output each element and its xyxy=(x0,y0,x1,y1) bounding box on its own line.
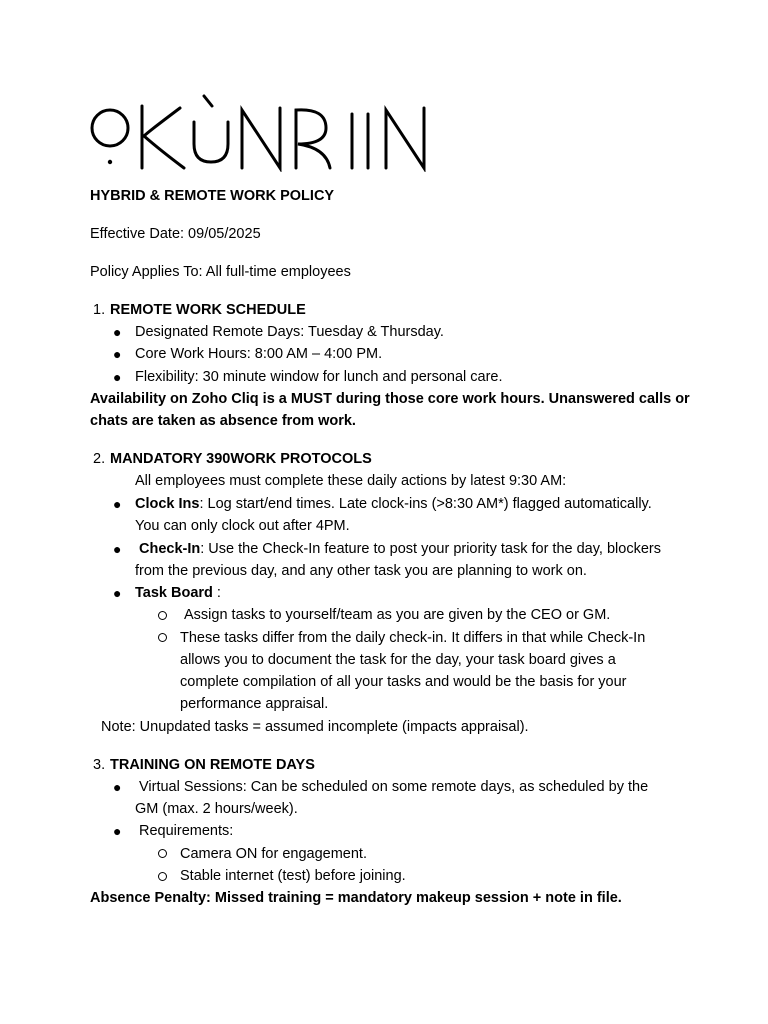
section-heading: TRAINING ON REMOTE DAYS xyxy=(110,757,315,773)
availability-note-cont: chats are taken as absence from work. xyxy=(90,413,356,429)
list-item: Virtual Sessions: Can be scheduled on some remote days, as scheduled by the xyxy=(139,779,649,795)
sub-list-item: Assign tasks to yourself/team as you are given by the CEO or GM. xyxy=(184,607,611,623)
protocols-intro: All employees must complete these daily actions by latest 9:30 AM: xyxy=(135,473,567,489)
clock-ins-text: : Log start/end times. Late clock-ins (>8:30 AM*) flagged automatically. xyxy=(199,496,652,512)
task-board-label: Task Board xyxy=(135,585,213,601)
bullet-dot: ● xyxy=(113,541,122,557)
unupdated-tasks-note: Note: Unupdated tasks = assumed incomplete (impacts appraisal). xyxy=(101,719,529,735)
policy-title: HYBRID & REMOTE WORK POLICY xyxy=(90,188,335,204)
section-number: 2. xyxy=(93,451,106,467)
sub-bullet-circle xyxy=(158,611,167,620)
sub-list-item: Stable internet (test) before joining. xyxy=(180,868,406,884)
list-item-task-board xyxy=(135,582,221,604)
list-item: Flexibility: 30 minute window for lunch and personal care. xyxy=(135,369,503,385)
sub-bullet-circle xyxy=(158,872,167,881)
section-heading: REMOTE WORK SCHEDULE xyxy=(110,302,306,318)
bullet-dot: ● xyxy=(113,369,122,385)
clock-ins-label: Clock Ins xyxy=(135,496,200,512)
sub-bullet-circle xyxy=(158,633,167,642)
sub-list-item-cont: performance appraisal. xyxy=(180,696,329,712)
bullet-dot: ● xyxy=(113,496,122,512)
check-in-text-cont: from the previous day, and any other task you are planning to work on. xyxy=(135,563,587,579)
bullet-dot: ● xyxy=(113,346,122,362)
check-in-text: : Use the Check-In feature to post your priority task for the day, blockers xyxy=(200,541,661,557)
section-number: 3. xyxy=(93,757,106,773)
list-item-cont: GM (max. 2 hours/week). xyxy=(135,801,298,817)
section-heading: MANDATORY 390WORK PROTOCOLS xyxy=(110,451,372,467)
sub-list-item-cont: allows you to document the task for the day, your task board gives a xyxy=(180,652,616,668)
list-item-clock-ins xyxy=(135,493,652,515)
bullet-dot: ● xyxy=(113,324,122,340)
absence-penalty: Absence Penalty: Missed training = mandatory makeup session + note in file. xyxy=(90,890,622,906)
task-board-suffix: : xyxy=(212,585,221,601)
applies-to: Policy Applies To: All full-time employees xyxy=(90,264,351,280)
list-item-requirements: Requirements: xyxy=(139,823,234,839)
sub-list-item: These tasks differ from the daily check-in. It differs in that while Check-In xyxy=(180,630,646,646)
section-number: 1. xyxy=(93,302,106,318)
availability-note: Availability on Zoho Cliq is a MUST during those core work hours. Unanswered calls or xyxy=(90,391,690,407)
effective-date: Effective Date: 09/05/2025 xyxy=(90,226,261,242)
bullet-dot: ● xyxy=(113,585,122,601)
bullet-dot: ● xyxy=(113,779,122,795)
check-in-label: Check-In xyxy=(139,541,201,557)
list-item-check-in xyxy=(139,538,661,560)
clock-ins-text-cont: You can only clock out after 4PM. xyxy=(135,518,350,534)
sub-list-item: Camera ON for engagement. xyxy=(180,846,367,862)
sub-bullet-circle xyxy=(158,849,167,858)
sub-list-item-cont: complete compilation of all your tasks and would be the basis for your xyxy=(180,674,627,690)
bullet-dot: ● xyxy=(113,823,122,839)
okunriin-logo xyxy=(90,92,436,172)
list-item: Core Work Hours: 8:00 AM – 4:00 PM. xyxy=(135,346,383,362)
list-item: Designated Remote Days: Tuesday & Thursday. xyxy=(135,324,444,340)
